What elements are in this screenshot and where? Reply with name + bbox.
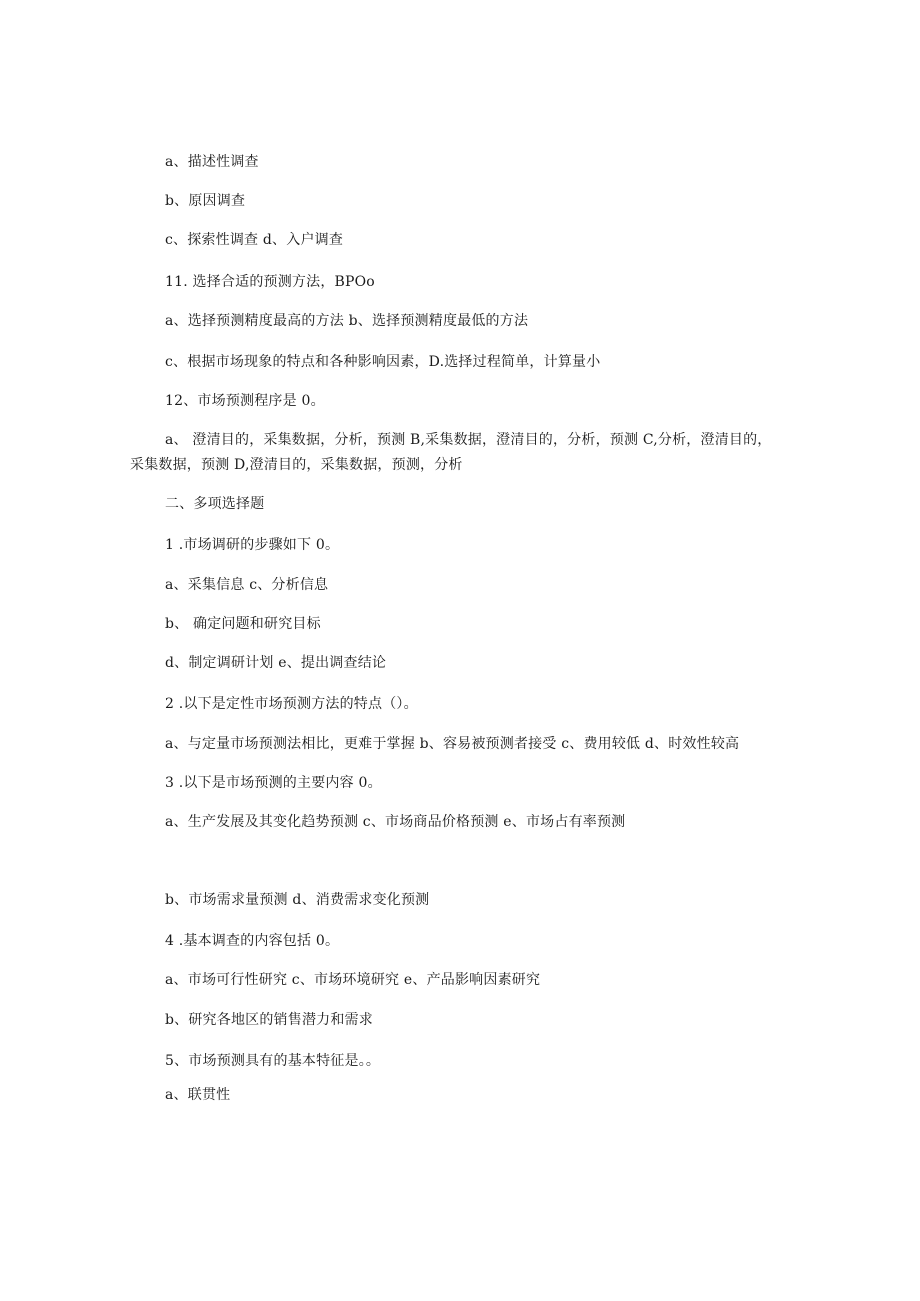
option-line: b、原因调查 <box>165 193 246 209</box>
question-line: 2 .以下是定性市场预测方法的特点（）。 <box>165 696 418 712</box>
option-line: a、与定量市场预测法相比，更难于掌握 b、容易被预测者接受 c、费用较低 d、时效性较高 <box>165 736 740 752</box>
option-line: d、制定调研计划 e、提出调查结论 <box>165 655 387 671</box>
question-line: 12、市场预测程序是 0。 <box>165 393 325 409</box>
option-line: b、研究各地区的销售潜力和需求 <box>165 1012 373 1028</box>
option-line: c、根据市场现象的特点和各种影响因素，D.选择过程简单，计算量小 <box>165 354 601 370</box>
question-line: 3 .以下是市场预测的主要内容 0。 <box>165 775 382 791</box>
option-line: b、 确定问题和研究目标 <box>165 616 321 632</box>
option-line: a、选择预测精度最高的方法 b、选择预测精度最低的方法 <box>165 313 529 329</box>
option-line: a、市场可行性研究 c、市场环境研究 e、产品影响因素研究 <box>165 972 541 988</box>
question-line: 5、市场预测具有的基本特征是。。 <box>165 1053 381 1069</box>
option-line: a、联贯性 <box>165 1087 231 1103</box>
option-line: a、采集信息 c、分析信息 <box>165 577 329 593</box>
question-line: 1 .市场调研的步骤如下 0。 <box>165 537 340 553</box>
section-heading: 二、多项选择题 <box>165 496 265 512</box>
question-line: 4 .基本调查的内容包括 0。 <box>165 933 340 949</box>
option-line: a、生产发展及其变化趋势预测 c、市场商品价格预测 e、市场占有率预测 <box>165 814 626 830</box>
question-line: 11. 选择合适的预测方法，BPOo <box>165 274 375 290</box>
option-line: a、描述性调查 <box>165 154 259 170</box>
option-line: b、市场需求量预测 d、消费需求变化预测 <box>165 892 430 908</box>
option-paragraph: a、 澄清目的，采集数据，分析，预测 B,采集数据，澄清目的，分析，预测 C,分析，澄清目的，采集数据，预测 D,澄清目的，采集数据，预测，分析 <box>130 432 772 473</box>
option-line: c、探索性调查 d、入户调查 <box>165 232 344 248</box>
